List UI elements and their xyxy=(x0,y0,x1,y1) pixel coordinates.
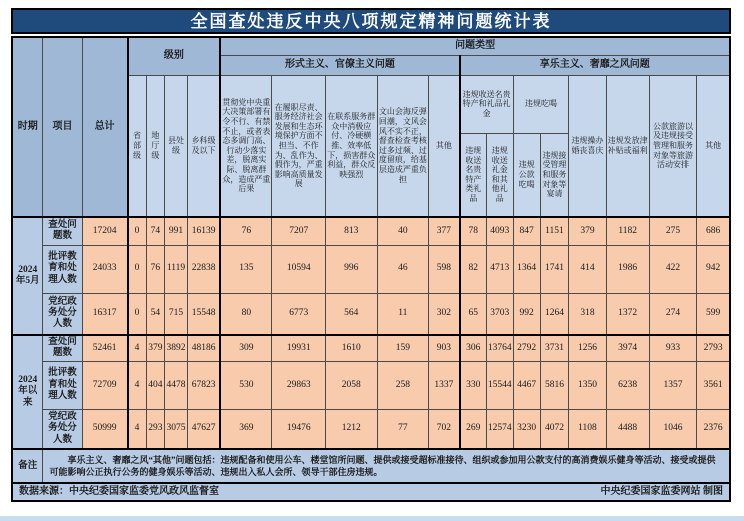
formalism-col-header-1: 贯彻党中央重大决策部署有令不行、有禁不止，或者表态多调门高、行动少落实差，脱离实际、脱离群众，造成严重后果 xyxy=(220,75,272,217)
value-cell: 1986 xyxy=(606,245,649,293)
value-cell: 847 xyxy=(513,217,540,245)
value-cell: 330 xyxy=(460,361,487,409)
value-cell: 903 xyxy=(429,335,460,361)
header-row-top xyxy=(12,37,730,55)
value-cell: 24033 xyxy=(82,245,127,293)
value-cell: 702 xyxy=(429,409,460,449)
value-cell: 15548 xyxy=(187,293,220,335)
value-cell: 1364 xyxy=(513,245,540,293)
value-cell: 47627 xyxy=(187,409,220,449)
period-label: 2024年5月 xyxy=(12,217,43,335)
value-cell: 5816 xyxy=(540,361,569,409)
value-cell: 67823 xyxy=(187,361,220,409)
data-source: 数据来源：中央纪委国家监委党风政风监督室 xyxy=(19,486,219,498)
allowances-col-header: 违规发放津补贴或福利 xyxy=(606,75,649,217)
value-cell: 377 xyxy=(429,217,460,245)
value-cell: 159 xyxy=(377,335,429,361)
item-label: 批评教育和处理人数 xyxy=(43,361,82,409)
value-cell: 54 xyxy=(146,293,165,335)
value-cell: 22838 xyxy=(187,245,220,293)
level-group-header: 级别 xyxy=(128,37,221,75)
item-column-header: 项目 xyxy=(43,37,82,217)
value-cell: 19931 xyxy=(272,335,326,361)
value-cell: 78 xyxy=(460,217,487,245)
hedonism-other-col-header: 其他 xyxy=(697,75,730,217)
value-cell: 992 xyxy=(513,293,540,335)
data-row xyxy=(12,335,730,361)
value-cell: 0 xyxy=(128,293,147,335)
value-cell: 2792 xyxy=(513,335,540,361)
value-cell: 3892 xyxy=(165,335,188,361)
value-cell: 1337 xyxy=(429,361,460,409)
value-cell: 302 xyxy=(429,293,460,335)
value-cell: 933 xyxy=(649,335,696,361)
value-cell: 379 xyxy=(146,335,165,361)
value-cell: 16317 xyxy=(82,293,127,335)
value-cell: 293 xyxy=(146,409,165,449)
period-column-header: 时期 xyxy=(12,37,43,217)
source-row xyxy=(12,483,730,501)
value-cell: 72709 xyxy=(82,361,127,409)
dining-col-header-banquets: 违规接受管理和服务对象等宴请 xyxy=(540,133,569,217)
data-row xyxy=(12,409,730,449)
table-header xyxy=(12,37,730,217)
value-cell: 29863 xyxy=(272,361,326,409)
level-col-header-county: 县处级 xyxy=(165,75,188,217)
value-cell: 6238 xyxy=(606,361,649,409)
value-cell: 258 xyxy=(377,361,429,409)
value-cell: 48186 xyxy=(187,335,220,361)
value-cell: 76 xyxy=(146,245,165,293)
value-cell: 4093 xyxy=(486,217,513,245)
table-footnotes xyxy=(12,449,730,501)
remark-label: 备注 xyxy=(12,449,43,483)
value-cell: 19476 xyxy=(272,409,326,449)
value-cell: 1372 xyxy=(606,293,649,335)
value-cell: 686 xyxy=(697,217,730,245)
value-cell: 3075 xyxy=(165,409,188,449)
data-row xyxy=(12,293,730,335)
value-cell: 1182 xyxy=(606,217,649,245)
value-cell: 4 xyxy=(128,335,147,361)
level-col-header-prefecture: 地厅级 xyxy=(146,75,165,217)
gifts-col-header-cash: 违规收送礼金和其他礼品 xyxy=(486,133,513,217)
dining-col-header-public-funds: 违规公款吃喝 xyxy=(513,133,540,217)
value-cell: 2793 xyxy=(697,335,730,361)
value-cell: 12574 xyxy=(486,409,513,449)
value-cell: 80 xyxy=(220,293,272,335)
stats-table xyxy=(11,36,731,502)
credit: 中央纪委国家监委网站 制图 xyxy=(600,486,723,498)
value-cell: 1264 xyxy=(540,293,569,335)
value-cell: 4 xyxy=(128,409,147,449)
gifts-col-header-specialty: 违规收送名贵特产类礼品 xyxy=(460,133,487,217)
value-cell: 3230 xyxy=(513,409,540,449)
value-cell: 3731 xyxy=(540,335,569,361)
formalism-col-header-2: 在履职尽责、服务经济社会发展和生态环境保护方面不担当、不作为、乱作为、假作为，严重影响高质量发展 xyxy=(272,75,326,217)
value-cell: 50999 xyxy=(82,409,127,449)
item-label: 批评教育和处理人数 xyxy=(43,245,82,293)
formalism-col-header-4: 文山会海反弹回潮，文风会风不实不正，督查检查考核过多过频、过度留痕，给基层造成严重负担 xyxy=(377,75,429,217)
value-cell: 269 xyxy=(460,409,487,449)
hedonism-group-header: 享乐主义、奢靡之风问题 xyxy=(460,55,730,75)
value-cell: 0 xyxy=(128,245,147,293)
public-funded-travel-col-header: 公款旅游以及违规接受管理和服务对象等旅游活动安排 xyxy=(649,75,696,217)
item-label: 查处问题数 xyxy=(43,335,82,361)
value-cell: 4072 xyxy=(540,409,569,449)
value-cell: 3703 xyxy=(486,293,513,335)
value-cell: 1046 xyxy=(649,409,696,449)
page-title: 全国查处违反中央八项规定精神问题统计表 xyxy=(11,8,731,34)
item-label: 党纪政务处分人数 xyxy=(43,409,82,449)
value-cell: 942 xyxy=(697,245,730,293)
value-cell: 13764 xyxy=(486,335,513,361)
value-cell: 369 xyxy=(220,409,272,449)
value-cell: 4713 xyxy=(486,245,513,293)
value-cell: 52461 xyxy=(82,335,127,361)
remark-row xyxy=(12,449,730,483)
value-cell: 598 xyxy=(429,245,460,293)
value-cell: 76 xyxy=(220,217,272,245)
value-cell: 530 xyxy=(220,361,272,409)
value-cell: 3974 xyxy=(606,335,649,361)
table-body xyxy=(12,217,730,449)
value-cell: 4467 xyxy=(513,361,540,409)
value-cell: 996 xyxy=(326,245,378,293)
value-cell: 2058 xyxy=(326,361,378,409)
value-cell: 1108 xyxy=(569,409,606,449)
remark-text: 享乐主义、奢靡之风“其他”问题包括：违规配备和使用公车、楼堂馆所问题、提供或接受超标准接待、组织或参加用公款支付的高消费娱乐健身等活动、接受或提供可能影响公正执行公务的健身娱乐等活动、违规出入私人会所、领导干部住房违规。 xyxy=(43,449,730,483)
value-cell: 1357 xyxy=(649,361,696,409)
data-row xyxy=(12,217,730,245)
value-cell: 1212 xyxy=(326,409,378,449)
value-cell: 309 xyxy=(220,335,272,361)
value-cell: 813 xyxy=(326,217,378,245)
value-cell: 275 xyxy=(649,217,696,245)
value-cell: 74 xyxy=(146,217,165,245)
value-cell: 1741 xyxy=(540,245,569,293)
value-cell: 0 xyxy=(128,217,147,245)
formalism-group-header: 形式主义、官僚主义问题 xyxy=(220,55,459,75)
formalism-other-col-header: 其他 xyxy=(429,75,460,217)
weddings-funerals-col-header: 违规操办婚丧喜庆 xyxy=(569,75,606,217)
formalism-col-header-3: 在联系服务群众中消极应付、冷硬横推、效率低下，损害群众利益，群众反映强烈 xyxy=(326,75,378,217)
item-label: 查处问题数 xyxy=(43,217,82,245)
value-cell: 17204 xyxy=(82,217,127,245)
value-cell: 10594 xyxy=(272,245,326,293)
level-col-header-township: 乡科级及以下 xyxy=(187,75,220,217)
dining-group-header: 违规吃喝 xyxy=(513,75,569,133)
window-edge xyxy=(0,516,744,521)
data-row xyxy=(12,361,730,409)
value-cell: 318 xyxy=(569,293,606,335)
value-cell: 991 xyxy=(165,217,188,245)
total-column-header: 总计 xyxy=(82,37,127,217)
value-cell: 40 xyxy=(377,217,429,245)
value-cell: 1119 xyxy=(165,245,188,293)
value-cell: 1610 xyxy=(326,335,378,361)
value-cell: 414 xyxy=(569,245,606,293)
value-cell: 4478 xyxy=(165,361,188,409)
value-cell: 4488 xyxy=(606,409,649,449)
period-label: 2024年以来 xyxy=(12,335,43,449)
data-row xyxy=(12,245,730,293)
value-cell: 77 xyxy=(377,409,429,449)
value-cell: 379 xyxy=(569,217,606,245)
value-cell: 715 xyxy=(165,293,188,335)
value-cell: 6773 xyxy=(272,293,326,335)
value-cell: 4 xyxy=(128,361,147,409)
value-cell: 274 xyxy=(649,293,696,335)
gifts-group-header: 违规收送名贵特产和礼品礼金 xyxy=(460,75,514,133)
value-cell: 15544 xyxy=(486,361,513,409)
value-cell: 135 xyxy=(220,245,272,293)
value-cell: 11 xyxy=(377,293,429,335)
value-cell: 7207 xyxy=(272,217,326,245)
value-cell: 65 xyxy=(460,293,487,335)
value-cell: 2376 xyxy=(697,409,730,449)
value-cell: 16139 xyxy=(187,217,220,245)
value-cell: 1256 xyxy=(569,335,606,361)
value-cell: 564 xyxy=(326,293,378,335)
value-cell: 599 xyxy=(697,293,730,335)
value-cell: 46 xyxy=(377,245,429,293)
value-cell: 82 xyxy=(460,245,487,293)
value-cell: 3561 xyxy=(697,361,730,409)
value-cell: 306 xyxy=(460,335,487,361)
value-cell: 422 xyxy=(649,245,696,293)
item-label: 党纪政务处分人数 xyxy=(43,293,82,335)
value-cell: 404 xyxy=(146,361,165,409)
value-cell: 1151 xyxy=(540,217,569,245)
problem-type-group-header: 问题类型 xyxy=(220,37,730,55)
level-col-header-province: 省部级 xyxy=(128,75,147,217)
value-cell: 1350 xyxy=(569,361,606,409)
